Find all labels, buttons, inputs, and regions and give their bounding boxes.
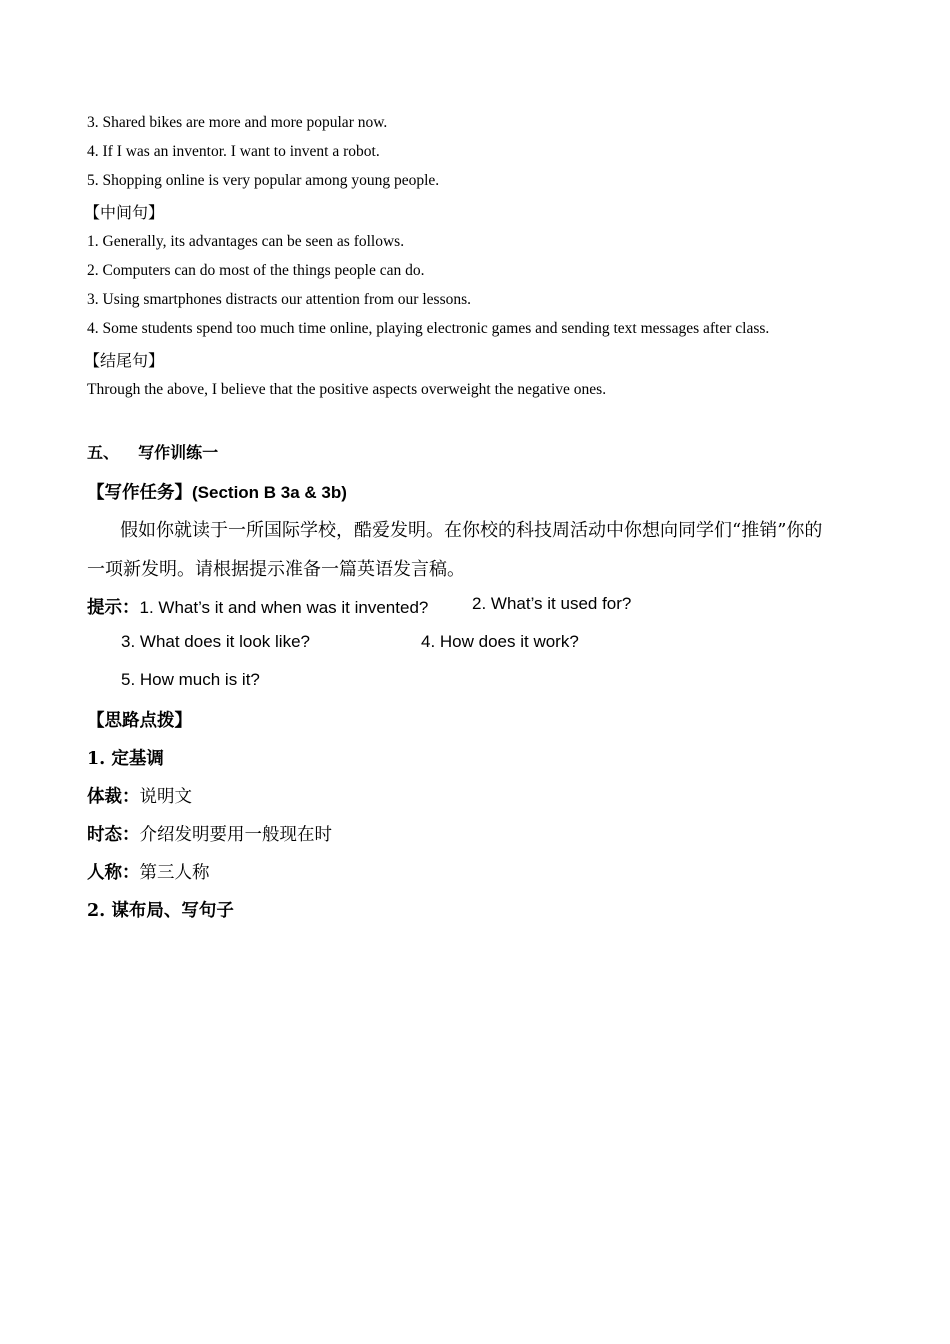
hint-question: 4. How does it work? [421, 632, 579, 651]
person-row [87, 859, 210, 884]
hint-question: 2. What’s it used for? [472, 594, 632, 613]
task-source: (Section B 3a & 3b) [192, 483, 347, 502]
middle-sentence: 3. Using smartphones distracts our attention from our lessons. [87, 291, 472, 308]
ending-sentence-heading: 【结尾句】 [84, 351, 165, 370]
hint-question: 3. What does it look like? [121, 632, 310, 651]
tense-value: 介绍发明要用一般现在时 [139, 825, 332, 845]
middle-sentence: 4. Some students spend too much time online, playing electronic games and sending text messages after class. [87, 320, 770, 337]
guidance-step-heading: 2. 谋布局、写句子 [87, 901, 234, 921]
person-label: 人称： [87, 863, 140, 883]
hint-question: 1. What’s it and when was it invented? [139, 598, 429, 617]
middle-sentences-heading: 【中间句】 [84, 203, 165, 222]
genre-row [87, 783, 192, 808]
genre-value: 说明文 [139, 787, 192, 807]
task-heading-label: 【写作任务】 [87, 483, 192, 503]
section-five-heading [87, 440, 218, 463]
writing-task-heading [87, 479, 347, 504]
hints-row [87, 594, 428, 619]
task-description-line: 一项新发明。请根据提示准备一篇英语发言稿。 [87, 559, 465, 580]
tense-label: 时态： [87, 825, 140, 845]
person-value: 第三人称 [139, 863, 210, 883]
middle-sentence: 2. Computers can do most of the things people can do. [87, 262, 425, 279]
ending-sentence: Through the above, I believe that the positive aspects overweight the negative ones. [87, 381, 607, 398]
genre-label: 体裁： [87, 787, 140, 807]
guidance-heading: 【思路点拨】 [87, 711, 192, 731]
section-title: 写作训练一 [138, 443, 219, 462]
section-number: 五、 [87, 443, 120, 462]
guidance-step-heading: 1. 定基调 [87, 749, 164, 769]
hint-question: 5. How much is it? [121, 670, 260, 689]
hints-label: 提示： [87, 598, 140, 618]
tense-row [87, 821, 332, 846]
opening-sentence: 3. Shared bikes are more and more popular now. [87, 114, 388, 131]
middle-sentence: 1. Generally, its advantages can be seen as follows. [87, 233, 405, 250]
opening-sentence: 5. Shopping online is very popular among young people. [87, 172, 440, 189]
task-description-line: 假如你就读于一所国际学校，酷爱发明。在你校的科技周活动中你想向同学们“推销”你的 [120, 520, 823, 541]
opening-sentence: 4. If I was an inventor. I want to invent a robot. [87, 143, 380, 160]
